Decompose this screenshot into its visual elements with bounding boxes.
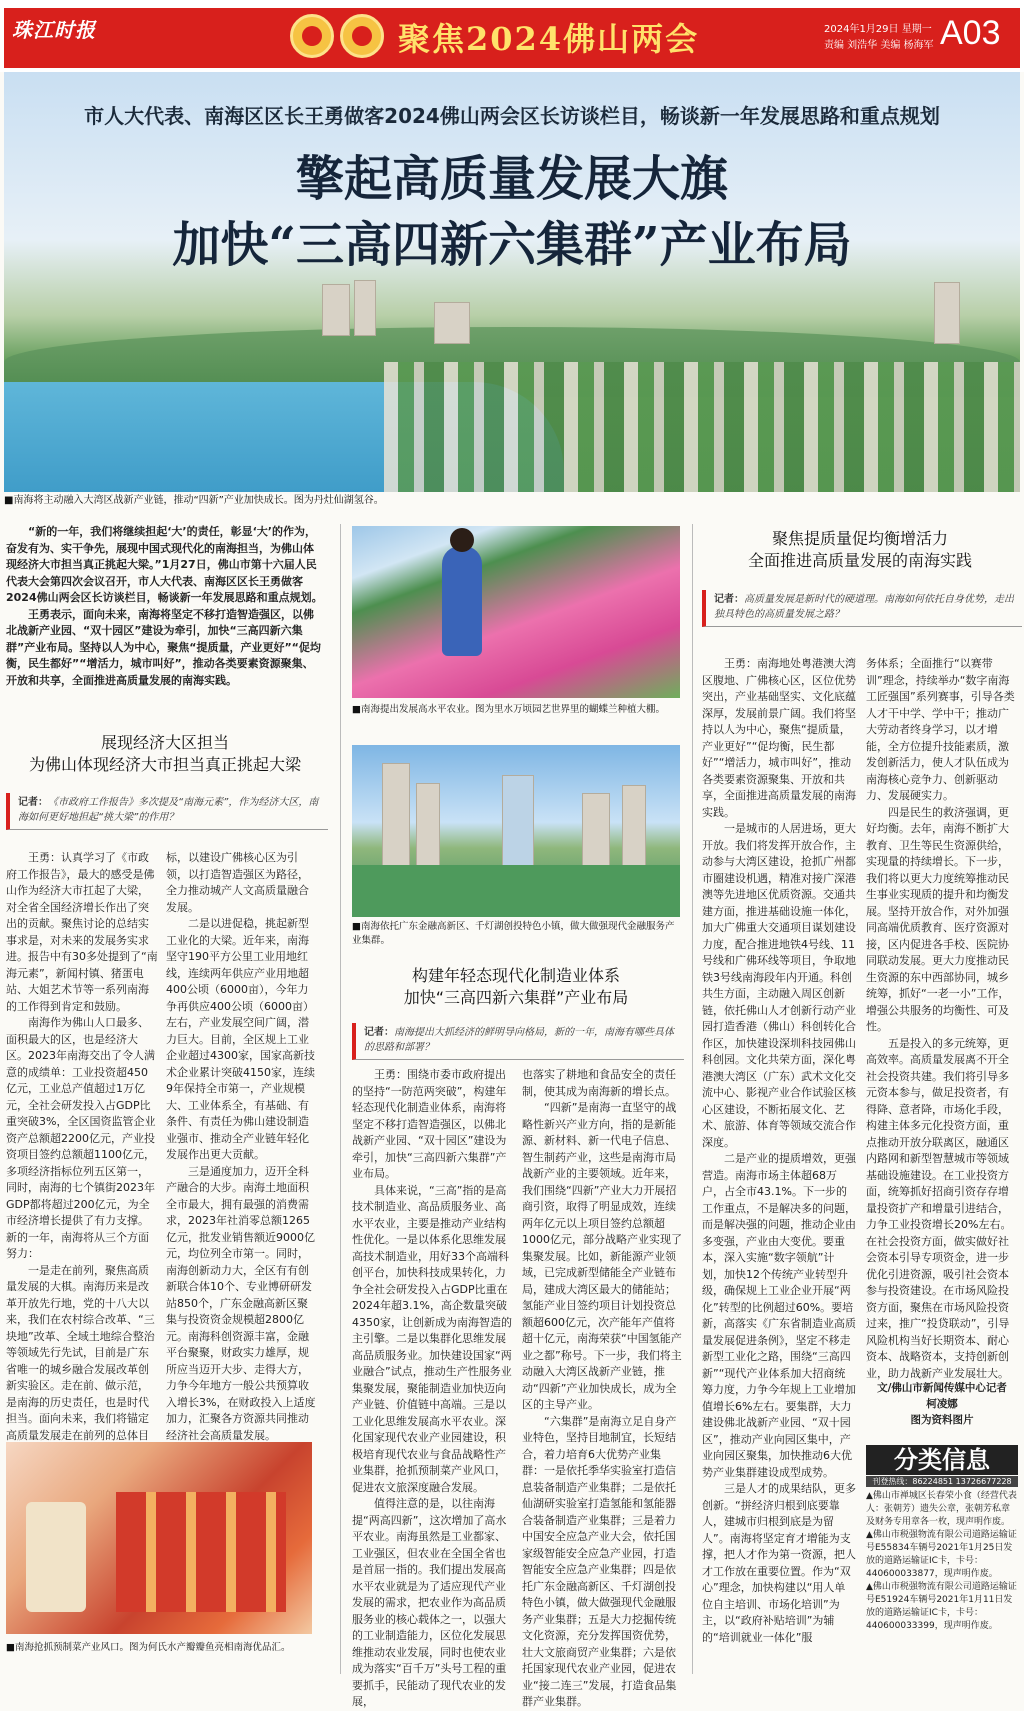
photo-person-head xyxy=(450,528,474,552)
section1-subhead-line1: 展现经济大区担当 xyxy=(100,733,229,752)
prepared-food-photo xyxy=(6,1442,312,1634)
orchid-caption: ■南海提出发展高水平农业。图为里水万顷园艺世界里的蝴蝶兰种植大棚。 xyxy=(352,704,665,715)
body-paragraph: 四是民生的救济强调，更好均衡。去年，南海不断扩大教育、卫生等民生资源供给，实现量的持续增长。下一步，我们将以更大力度统筹推动民生事业实现质的提升和均衡发展。坚持开放合作，对外加强同高端优质教育、医疗资源对接，区内促进各手校、医院协同联动发展。更大力度推动民生资源的东中西部协同，城乡统筹，抓好“一老一小”工作，增强公共服务的均衡性、可及性。 xyxy=(866,805,1010,1033)
body-paragraph: 二是以进促稳，挑起新型工业化的大梁。近年来，南海坚守190平方公里工业用地红线，连续两年供应产业用地超400公顷（6000亩），今年力争再供应400公顷（6000亩）左右，产业发展空间广阔，潜力巨大。目前，全区规上工业企业超过4300家，国家高新技术企业累计突破4150家，连续9年保持全市第一，产业规模大、工业体系全，有基础、有条件、有责任为佛山建设制造业强市、推动全产业链年轻化发展作出更大贡献。 xyxy=(166,917,315,1161)
photo-tower xyxy=(416,783,440,875)
body-paragraph: 也落实了耕地和食品安全的责任制，使其成为南海新的增长点。 xyxy=(522,1068,676,1098)
section3-subhead xyxy=(702,528,1018,572)
section3-subhead-line1: 聚焦提质量促均衡增活力 xyxy=(771,529,948,548)
column-divider xyxy=(340,524,341,1674)
body-paragraph: “四新”是南海一直坚守的战略性新兴产业方向，指的是新能源、新材料、新一代电子信息、智生制药产业，这些是南海市局战新产业的主要领域。近年来，我们围绕“四新”产业大力开展招商引资，取得了明显成效，连续两年亿元以上项目签约总额超1000亿元，部分战略产业实现了集聚发展。比如，新能源产业领域，已完成新型储能全产业链布局，建成大湾区最大的储能站；氢能产业目签约项目计划投资总额超600亿元，次产能年产值将超十亿元，南海荣获“中国氢能产业之都”称号。下一步，我们将主动融入大湾区战新产业链，推动“四新”产业加快成长，成为全区的主导产业。 xyxy=(522,1101,682,1411)
body-paragraph: 三是人才的成果结队，更多创新。“拼经济归根到底要靠人，建城市归根到底是为留人”。南海将坚定育才增能为支撑，把人才作为第一资源，把人才工作放在重要位置。作为“双心”理念，加快构建以“用人单位自主培训、市场化培训”为主，以“政府补贴培训”为辅的“培训就业一体化”服 xyxy=(702,1482,856,1644)
body-paragraph: “六集群”是南海立足自身产业特色，坚持目地制宜，长短结合，着力培育6大优势产业集群：一是依托季华实验室打造信息装备制造产业集群；二是依托仙湖研实验室打造氢能和氢能器合装备制造产业集群；三是着力中国安全应急产业大会，依托国家级智能安全应急产业园，打造智能安全应急产业集群；四是依托广东金融高新区、千灯湖创投特色小镇，做大做强现代金融服务产业集群；五是大力挖掘传统文化资源，充分发挥国资优势，壮大文旅商贸产业集群；六是依托国家现代农业产业园，促进农业“接二连三”发展，打造食品集群产业集群。 xyxy=(522,1414,677,1708)
classified-title: 分类信息 xyxy=(866,1445,1018,1475)
body-paragraph: 三是通度加力，迈开全科产融合的大步。南海土地面积全市最大，拥有最强的消费需求，2023年社消零总额1265亿元，批发业销售额近9000亿元，均位列全市第一。同时，南海创新动力大，全区有有创新联合体10个、专业博研研发站850个，广东金融高新区聚集与投资资金规模超2800亿元。南海科创资源丰富，金融平台聚聚，财政实力雄厚，规所应当迈开大步、走得大方，力争今年地方一般公共预算收入增长3%，在财政投入上适度加力，汇聚各方资源共同推动经济社会高质量发展。 xyxy=(166,1164,316,1442)
question-label: 记者： xyxy=(714,594,744,605)
hero-town xyxy=(384,362,1020,492)
body-paragraph: 一是走在前列，聚焦高质量发展的大棋。南海历来是改革开放先行地，党的十八大以来，我们在农村综合改革、“三块地”改革、全域土地综合整治等领域先行先试，目前是广东省唯一的城乡融合发展改革创新实验区。走在前、做示范，是南海的历史责任，也是时代担当。面向未来，我们将锚定高质量发展走在前列的总体目 xyxy=(6,1263,155,1442)
question-text: 《市政府工作报告》多次提及“南海元素”，作为经济大区，南海如何更好地担起“挑大梁”的作用？ xyxy=(18,797,319,823)
section2-subhead xyxy=(352,965,680,1009)
body-paragraph: 值得注意的是，以往南海提“两高四新”，这次增加了高水平农业。南海虽然是工业都家、工业强区，但农业在全国全省也是首屈一指的。我们提出发展高水平农业就是为了适应现代产业发展的需求，把农业作为高品质服务业的核心载体之一，以强大的工业制造能力，区位化发展思维推动农业发展，同时也使农业成为落实“百千万”头号工程的重要抓手，民能动了现代农业的发展， xyxy=(352,1497,507,1708)
section-title: 聚焦2024佛山两会 xyxy=(398,20,700,58)
intro-paragraph: “新的一年，我们将继续担起‘大’的责任，彰显‘大’的作为，奋发有为、实干争先，展现中国式现代化的南海担当，为佛山体现经济大市担当真正挑起大梁。”1月27日，佛山市第十六届人民代表大会第四次会议召开，市人大代表、南海区区长王勇做客2024佛山两会区长访谈栏目，畅谈新一年发展思路和重点规划。 xyxy=(6,525,323,604)
section3-question xyxy=(702,590,1022,627)
question-label: 记者： xyxy=(18,797,48,808)
body-paragraph: 标，以建设广佛核心区为引领，以打造智造强区为路径，全力推动城产人文高质量融合发展。 xyxy=(166,851,309,914)
column-divider xyxy=(692,524,693,1674)
classified-item: ▲佛山市禅城区长春荣小食（经营代表人：张朝芳）遗失公章，张朝芳私章及财务专用章各一枚，现声明作废。 xyxy=(866,1491,1017,1527)
question-text: 南海提出大抓经济的鲜明导向格局，新的一年，南海有哪些具体的思路和部署？ xyxy=(364,1027,674,1053)
classified-list xyxy=(866,1490,1018,1633)
section1-subhead xyxy=(6,732,324,776)
byline-reporter-name: 柯凌娜 xyxy=(926,1398,958,1410)
classified-hotline: 刊登热线：86224851 13726677228 xyxy=(866,1476,1018,1487)
question-text: 高质量发展是新时代的硬道理。南海如何依托自身优势，走出独具特色的高质量发展之路？ xyxy=(714,594,1014,620)
body-paragraph: 南海作为佛山人口最多、面积最大的区，也是经济大区。2023年南海交出了令人满意的成绩单：工业投资超450亿元，工业总产值超过1万亿元，全社会研发投入占GDP比重突破3%，全区国资监管企业资产总额超2200亿元，产业投资项目签约总额超1100亿元，多项经济指标位列五区第一，同时，南海的七个镇街2023年GDP都将超过200亿元，为全市经济增长提供了有力支撑。新的一年，南海将从三个方面努力： xyxy=(6,1016,156,1260)
photo-park xyxy=(352,865,680,917)
headline-kicker: 市人大代表、南海区区长王勇做客2024佛山两会区长访谈栏目，畅谈新一年发展思路和重点规划 xyxy=(84,104,940,128)
byline xyxy=(866,1380,1018,1428)
issue-date: 2024年1月29日 星期一 xyxy=(824,24,932,35)
finance-district-caption: ■南海依托广东金融高新区、千灯湖创投特色小镇，做大做强现代金融服务产业集群。 xyxy=(352,921,675,946)
section1-question xyxy=(6,793,328,830)
section3-column-2 xyxy=(866,656,1018,1382)
finance-district-photo xyxy=(352,745,680,917)
hero-tower xyxy=(322,284,350,336)
body-paragraph: 五是投入的多元统筹，更高效率。高质量发展离不开全社会投资共建。我们将引导多元资本参与，做足投资者，有得降、意者降，市场化手段，构建主体多元化投资方面，重点推动开放分联离区，融通区内路网和新型智慧城市等领域基础设施建设。在工业投资方面，统筹抓好招商引资存存增量投资扩产和增量引进结合，力争工业投资增长20%左右。在社会投资方面，做实做好社会资本引导专项资金，进一步优化引进资源，吸引社会资本参与投资建设。在市场风险投资方面，聚焦在市场风险投资过来，推广“投贷联动”，引导风险机构当好长期资本、耐心资本、战略资本，支持创新创业，助力战新产业发展壮大。 xyxy=(866,1036,1012,1380)
photo-tower xyxy=(382,763,410,875)
hero-tower xyxy=(354,280,376,336)
paper-name: 珠江时报 xyxy=(12,18,96,42)
body-paragraph: 二是产业的提质增效，更强营造。南海市场主体超68万户，占全市43.1%。下一步的工作重点，不是解决多的问题，而是解决强的问题，推动企业由多变强，产业由大变优。要重本，深入实施“数字领航”计划，加快12个传统产业转型升级，确保规上工业企业开展“两化”转型的比例超过60%。要培新，高落实《广东省制造业高质量发展促进条例》，坚定不移走新型工业化之路，围绕“三高四新”“现代产业体系加大招商统筹力度，力争今年规上工业增加值增长6%左右。要集群，大力建设佛北战新产业园、“双十园区”，推动产业向园区集中，产业向园区聚集，加快推动6大优势产业集群建设成型成势。 xyxy=(702,1152,856,1479)
photo-person xyxy=(26,1502,86,1612)
body-paragraph: 王勇：围绕市委市政府提出的坚持“一防范两突破”，构建年轻态现代化制造业体系，南海将坚定不移打造智造强区，以佛北战新产业园、“双十园区”建设为牵引，加快“三高四新六集群”产业布局。 xyxy=(352,1068,507,1180)
byline-photo-credit: 图为资料图片 xyxy=(910,1414,974,1426)
orchid-photo xyxy=(352,526,680,698)
national-emblem-icon xyxy=(290,14,334,58)
body-paragraph: 务体系；全面推行“以赛带训”理念，持续举办“数字南海 工匠强国”系列赛事，引导各类人才干中学、学中干；推动广大劳动者终身学习，以才增能，全方位提升技能素质，激发创新活力，使人才队伍成为南海核心竞争力、创新驱动力、发展硬实力。 xyxy=(866,657,1015,802)
section3-column-1 xyxy=(702,656,856,1646)
byline-reporter-title: 文/佛山市新闻传媒中心记者 xyxy=(877,1382,1007,1394)
hero-photo xyxy=(4,72,1020,492)
hero-tower xyxy=(934,282,960,344)
classified-item: ▲佛山市税强物流有限公司道路运输证号E55834车辆号2021年1月25日发放的道路运输证IC卡，卡号：440600033877，现声明作废。 xyxy=(866,1530,1017,1579)
photo-product-shelf xyxy=(116,1492,286,1612)
photo-tower xyxy=(502,775,534,873)
hero-tower xyxy=(434,302,470,344)
photo-tower xyxy=(582,793,610,871)
page-number: A03 xyxy=(940,14,1001,52)
section2-question xyxy=(352,1023,684,1060)
body-paragraph: 王勇：认真学习了《市政府工作报告》，最大的感受是佛山作为经济大市扛起了大梁，对全省全国经济增长作出了突出的贡献。聚焦讨论的总结实事求是，对未来的发展务实求进。报告中有30多处提到了“南海元素”，新闻村镇、猪蛋电站、大姐艺术节等一系列南海的工作得到肯定和鼓励。 xyxy=(6,851,158,1013)
editor-credits: 责编 刘浩华 美编 杨海军 xyxy=(824,40,934,51)
intro-paragraph: 王勇表示，面向未来，南海将坚定不移打造智造强区，以佛北战新产业园、“双十园区”建设为牵引，加快“三高四新六集群”产业布局。坚持以人为中心，聚焦“提质量，产业更好”“促均衡，民生都好”“增活力，城市叫好”，推动各类要素资源聚集、开放和共享，全面推进高质量发展的南海实践。 xyxy=(6,607,321,687)
photo-person xyxy=(442,546,482,656)
cppcc-emblem-icon xyxy=(340,14,384,58)
hero-caption: ■南海将主动融入大湾区战新产业链，推动“四新”产业加快成长。图为丹灶仙湖氢谷。 xyxy=(4,495,384,506)
body-paragraph: 王勇：南海地处粤港澳大湾区腹地、广佛核心区，区位优势突出，产业基础坚实、文化底蕴深厚，发展前景广阔。我们将坚持以人为中心，聚焦“提质量，产业更好”“促均衡，民生都好”“增活力，城市叫好”，推动各类要素资源聚集、开放和共享，全面推进高质量发展的南海实践。 xyxy=(702,657,856,819)
classified-item: ▲佛山市税强物流有限公司道路运输证号E51924车辆号2021年1月11日发放的道路运输证IC卡，卡号：440600033399，现声明作废。 xyxy=(866,1582,1017,1631)
prepared-food-caption: ■南海抢抓预制菜产业风口。图为何氏水产瓣瓣鱼亮相南海优品汇。 xyxy=(6,1642,291,1653)
body-paragraph: 一是城市的人居进场，更大开放。我们将发挥开放合作，主动参与大湾区建设，抢抓广州都市圈建设机遇，精准对接广深港澳等先进地区优质资源。交通共建方面，推进基础设施一体化，加大广佛重大交通项目谋划建设力度，配合推进地铁4号线、11号线和广佛环线等项目，争取地铁3号线南海段年内开通。科创共生方面，主动融入周区创新链，依托佛山人才创新行动产业园打造香港（佛山）科创转化合作区，加快建设深圳科技园佛山科创园。文化共荣方面，深化粤港澳大湾区（广东）武术文化交流中心、影视产业合作试验区核心区建设，不断拓展文化、艺术、旅游、体育等领域交流合作深度。 xyxy=(702,822,856,1149)
section2-subhead-line2: 加快“三高四新六集群”产业布局 xyxy=(403,988,629,1007)
section1-subhead-line2: 为佛山体现经济大市担当真正挑起大梁 xyxy=(28,755,301,774)
section2-column-2 xyxy=(522,1067,682,1711)
headline-line-1: 擎起高质量发展大旗 xyxy=(295,151,728,207)
section1-column-2 xyxy=(166,850,318,1444)
photo-tower xyxy=(622,785,646,873)
body-paragraph: 具体来说，“三高”指的是高技术制造业、高品质服务业、高水平农业，主要是推动产业结构性优化。一是以体系化思维发展高技术制造业，用好33个高端科创平台，加快科技成果转化，力争全社会研发投入占GDP比重在2024年超3.1%，高企数量突破4350家，让创新成为南海智造的主引擎。二是以集群化思维发展高品质服务业。加快建设国家“两业融合”试点，推动生产性服务业集聚发展，聚能制造业加快迈向产业链、价值链中高端。三是以工业化思维发展高水平农业。深化国家现代农业产业园建设，积极培育现代农业与食品战略性产业集群，抢抓预制菜产业风口，促进农文旅深度融合发展。 xyxy=(352,1183,512,1494)
headline-line-2: 加快“三高四新六集群”产业布局 xyxy=(172,217,852,273)
section2-subhead-line1: 构建年轻态现代化制造业体系 xyxy=(411,966,620,985)
question-label: 记者： xyxy=(364,1027,394,1038)
section2-column-1 xyxy=(352,1067,512,1711)
section1-column-1 xyxy=(6,850,158,1444)
section3-subhead-line2: 全面推进高质量发展的南海实践 xyxy=(747,551,972,570)
article-intro xyxy=(6,524,324,689)
